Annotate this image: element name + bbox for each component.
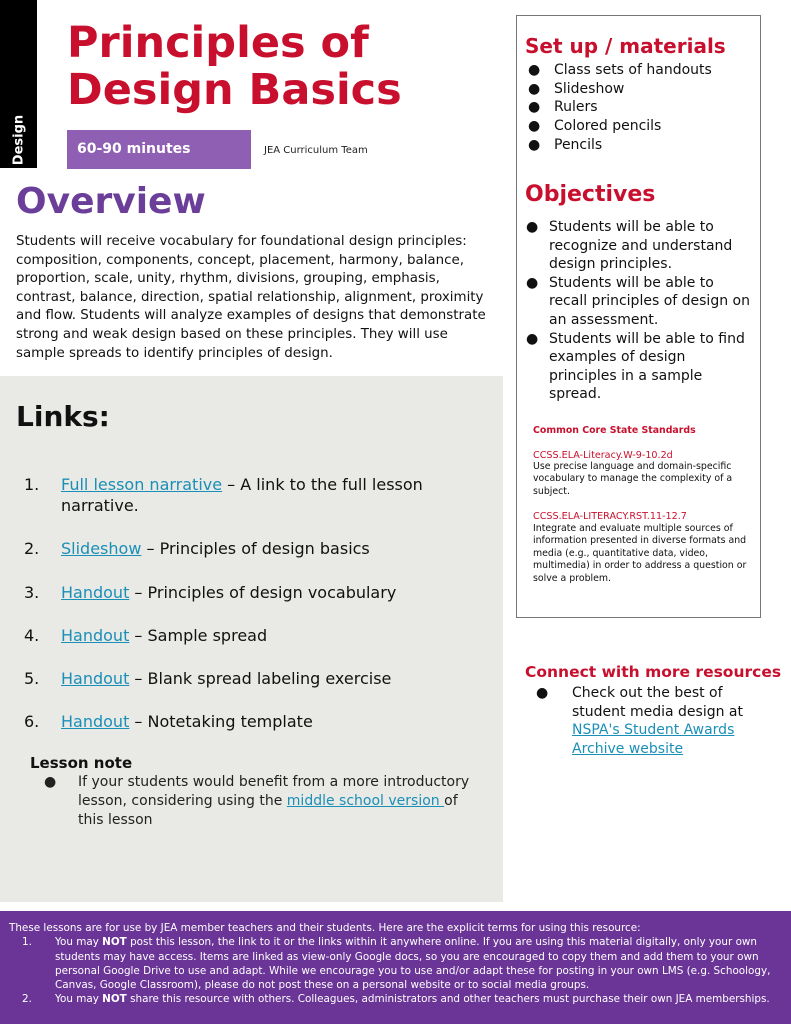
material-item: Slideshow (554, 80, 625, 97)
section-tab (0, 0, 37, 168)
lesson-note-item (44, 773, 474, 830)
terms-text: share this resource with others. Colleagues, administrators and other teachers must purchase their own JEA memberships. (126, 993, 770, 1006)
connect-text: Check out the best of student media design at (572, 685, 743, 720)
link-description: – A link to the full lesson narrative. (61, 475, 423, 515)
materials-list (528, 61, 712, 155)
handout-sample-spread-link[interactable]: Handout (61, 625, 130, 645)
list-item (24, 538, 484, 559)
objective-item: Students will be able to recall principles of design on an assessment. (549, 274, 750, 328)
bullet-icon: ● (528, 118, 541, 135)
handout-labeling-link[interactable]: Handout (61, 669, 130, 689)
list-item (528, 117, 712, 136)
terms-footer (0, 911, 791, 1024)
terms-list (9, 935, 781, 1006)
terms-text: You may (55, 993, 103, 1006)
links-heading: Links: (16, 400, 110, 433)
connect-heading: Connect with more resources (525, 663, 782, 681)
link-description: – Principles of design basics (141, 539, 370, 559)
connect-item (536, 684, 766, 758)
overview-heading: Overview (16, 181, 206, 222)
list-item (528, 80, 712, 99)
list-item (24, 625, 484, 646)
link-description: – Blank spread labeling exercise (129, 669, 392, 689)
slideshow-link[interactable]: Slideshow (61, 539, 142, 559)
list-item (526, 218, 756, 274)
list-item (528, 136, 712, 155)
list-item (528, 98, 712, 117)
objectives-list (526, 218, 756, 404)
list-number: 2. (24, 539, 40, 559)
list-item (24, 711, 484, 732)
page-title: Principles of Design Basics (67, 18, 402, 115)
list-item (9, 935, 781, 992)
link-description: – Sample spread (129, 625, 268, 645)
bullet-icon: ● (44, 774, 57, 790)
bullet-icon: ● (528, 80, 541, 97)
list-number: 6. (24, 712, 40, 732)
terms-text: You may (55, 936, 103, 949)
list-item (24, 474, 484, 516)
bullet-icon: ● (528, 136, 541, 153)
list-number: 4. (24, 625, 40, 645)
middle-school-version-link[interactable]: middle school version (286, 793, 445, 809)
link-description: – Principles of design vocabulary (129, 582, 397, 602)
links-list (24, 474, 484, 755)
terms-text: post this lesson, the link to it or the links within it anywhere online. If you are using this material digitally, only your own students may have access. Items are linked as view-only Google docs, so you are encouraged to copy them and add them to your own personal Google Drive to use and adapt. While we encourage you to use and/or adapt these for posting in your own LMS (e.g. Schoology, Canvas, Google Classroom), please do not post these on a personal website or to social media groups. (55, 936, 771, 992)
objective-item: Students will be able to find examples of design principles in a sample spread. (549, 330, 745, 403)
bullet-icon: ● (528, 99, 541, 116)
list-number: 1. (24, 475, 40, 494)
list-number: 5. (24, 669, 40, 689)
terms-emphasis: NOT (102, 993, 127, 1006)
lesson-note-text: If your students would benefit from a more introductory lesson, considering using the (78, 774, 470, 809)
standard-description: Integrate and evaluate multiple sources of information presented in diverse formats and media (e.g., quantitative data, video, multimedia) in order to address a question or solve a problem. (533, 523, 747, 584)
list-item (24, 582, 484, 603)
overview-text: Students will receive vocabulary for foundational design principles: composition, components, concept, placement, harmony, balance, proportion, scale, unity, rhythm, divisions, grouping, emphasis, contrast, balance, direction, spatial relationship, alignment, proximity and flow. Students will analyze examples of designs that demonstrate strong and weak design based on these principles. They will use sample spreads to identify principles of design. (16, 234, 486, 361)
list-number: 1. (22, 936, 32, 949)
lesson-note-text-end: of this lesson (78, 793, 458, 828)
standard-code: CCSS.ELA-LITERACY.RST.11-12.7 (533, 511, 687, 522)
standard-description: Use precise language and domain-specific vocabulary to manage the complexity of a subject. (533, 461, 733, 497)
link-description: – Notetaking template (129, 712, 313, 732)
list-item (526, 330, 756, 404)
material-item: Rulers (554, 99, 598, 116)
list-number: 3. (24, 582, 40, 602)
objective-item: Students will be able to recognize and understand design principles. (549, 219, 733, 273)
setup-heading: Set up / materials (525, 34, 726, 58)
bullet-icon: ● (526, 330, 539, 347)
handout-vocabulary-link[interactable]: Handout (61, 582, 130, 602)
bullet-icon: ● (526, 219, 539, 235)
standards-heading: Common Core State Standards (533, 425, 696, 436)
author-credit: JEA Curriculum Team (264, 145, 368, 156)
list-number: 2. (22, 993, 32, 1006)
section-tab-label: Design (11, 114, 26, 166)
material-item: Pencils (554, 136, 603, 153)
objectives-heading: Objectives (525, 182, 656, 207)
material-item: Class sets of handouts (554, 62, 712, 78)
standard-code: CCSS.ELA-Literacy.W-9-10.2d (533, 450, 673, 461)
bullet-icon: ● (528, 62, 541, 78)
terms-intro: These lessons are for use by JEA member teachers and their students. Here are the explicit terms for using this resource: (9, 922, 641, 934)
full-lesson-narrative-link[interactable]: Full lesson narrative (61, 475, 223, 494)
lesson-note-heading: Lesson note (30, 754, 133, 772)
material-item: Colored pencils (554, 118, 662, 135)
terms-emphasis: NOT (102, 936, 127, 949)
handout-notetaking-link[interactable]: Handout (61, 712, 130, 732)
list-item (526, 274, 756, 330)
nspa-archive-link[interactable]: NSPA's Student Awards Archive website (572, 722, 735, 757)
duration-badge: 60-90 minutes (67, 130, 251, 169)
bullet-icon: ● (526, 274, 539, 291)
bullet-icon: ● (536, 685, 549, 701)
list-item (9, 992, 781, 1006)
list-item (528, 61, 712, 80)
list-item (24, 668, 484, 689)
